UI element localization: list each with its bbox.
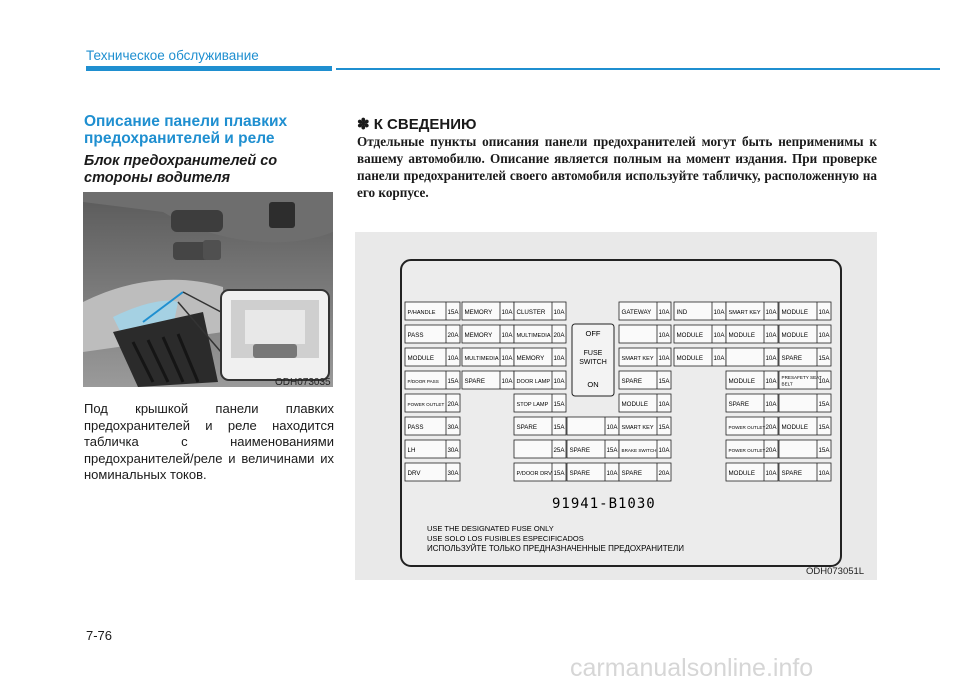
fuse-name: CLUSTER	[516, 309, 546, 316]
fuse-name: MULTIMEDIA	[464, 356, 499, 362]
fuse-cell	[514, 325, 566, 343]
fuse-amp: 10A	[553, 355, 565, 362]
fuse-amp: 10A	[658, 332, 670, 339]
fuse-cell	[726, 348, 778, 366]
fuse-name: MODULE	[781, 424, 808, 431]
fuse-amp: 10A	[765, 470, 777, 477]
fuse-amp: 15A	[818, 447, 830, 454]
fuse-amp: 10A	[818, 378, 830, 385]
fuse-name: SPARE	[621, 470, 643, 477]
fuse-cell	[514, 463, 566, 481]
fuse-name: POWER OUTLET	[728, 425, 766, 430]
fuse-cell	[726, 440, 778, 458]
fuse-name: MODULE	[781, 332, 808, 339]
fuse-cell	[779, 440, 831, 458]
fuse-name: SPARE	[621, 378, 643, 385]
fuse-cell	[514, 417, 566, 435]
fuse-amp: 15A	[447, 378, 459, 385]
fuse-name: MEMORY	[516, 355, 545, 362]
switch-fuse-label: FUSE	[583, 350, 603, 357]
fuse-name: LH	[407, 447, 416, 454]
fuse-cell	[674, 325, 726, 343]
note-title: ✽ К СВЕДЕНИЮ	[357, 116, 477, 133]
fuse-name: SPARE	[781, 470, 803, 477]
fuse-amp: 15A	[553, 401, 565, 408]
fuse-amp: 10A	[501, 355, 513, 362]
fuse-cell	[726, 394, 778, 412]
fuse-cell	[619, 325, 671, 343]
fuse-amp: 10A	[818, 470, 830, 477]
fuse-amp: 10A	[501, 332, 513, 339]
fuse-name: SPARE	[516, 424, 538, 431]
fuse-cell	[779, 371, 831, 389]
fuse-name: MODULE	[407, 355, 434, 362]
page-subheading: Блок предохранителей со стороны водителя	[84, 153, 278, 186]
fuse-cell	[779, 417, 831, 435]
fuse-amp: 30A	[447, 424, 459, 431]
fuse-amp: 15A	[606, 447, 618, 454]
fuse-amp: 30A	[447, 470, 459, 477]
warning-en: USE THE DESIGNATED FUSE ONLY	[427, 524, 554, 533]
fuse-name: MODULE	[728, 378, 755, 385]
fuse-amp: 25A	[553, 447, 565, 454]
fuse-name: SPARE	[464, 378, 486, 385]
fuse-cell	[619, 394, 671, 412]
fuse-name: BELT	[781, 381, 793, 387]
fuse-cell	[462, 325, 514, 343]
fuse-name: P/DOOR DRV	[516, 471, 552, 477]
switch-switch-label: SWITCH	[579, 359, 607, 366]
fuse-amp: 10A	[713, 355, 725, 362]
fuse-cell	[726, 417, 778, 435]
fuse-name: P/HANDLE	[407, 310, 436, 316]
fuse-amp: 20A	[765, 447, 777, 454]
fuse-name: MODULE	[621, 401, 648, 408]
warning-es: USE SOLO LOS FUSIBLES ESPECIFICADOS	[427, 534, 584, 543]
fuse-name: STOP LAMP	[516, 402, 549, 408]
page-heading: Описание панели плавких предохранителей и реле	[84, 113, 288, 147]
fuse-cell	[405, 302, 460, 320]
fuse-name: MULTIMEDIA	[516, 333, 551, 339]
fuse-amp: 10A	[658, 401, 670, 408]
fuse-cell	[462, 302, 514, 320]
fuse-cell	[567, 417, 619, 435]
fuse-amp: 10A	[818, 309, 830, 316]
fuse-name: SPARE	[569, 447, 591, 454]
fuse-amp: 10A	[553, 378, 565, 385]
fuse-amp: 10A	[447, 355, 459, 362]
fuse-cell	[779, 348, 831, 366]
section-header: Техническое обслуживание	[86, 48, 259, 63]
fuse-cell	[726, 371, 778, 389]
fuse-cell	[405, 348, 460, 366]
fuse-amp: 15A	[658, 378, 670, 385]
fuse-cell	[674, 348, 726, 366]
diagram-code: ODH073051L	[806, 566, 865, 577]
switch-on-label: ON	[587, 380, 599, 389]
fuse-amp: 10A	[606, 470, 618, 477]
warning-ru: ИСПОЛЬЗУЙТЕ ТОЛЬКО ПРЕДНАЗНАЧЕННЫЕ ПРЕДОХРАНИТЕЛИ	[427, 544, 684, 553]
fuse-cell	[405, 440, 460, 458]
fuse-amp: 15A	[447, 309, 459, 316]
fuse-cell	[674, 302, 726, 320]
fuse-amp: 10A	[606, 424, 618, 431]
fuse-cell	[619, 302, 671, 320]
fuse-amp: 20A	[447, 332, 459, 339]
fuse-cell	[462, 348, 514, 366]
fuse-name: PASS	[407, 424, 424, 431]
fuse-cell	[405, 325, 460, 343]
fuse-name: MODULE	[728, 470, 755, 477]
fuse-switch	[572, 324, 614, 396]
fuse-amp: 15A	[658, 424, 670, 431]
fuse-cell	[567, 463, 619, 481]
fuse-cell	[726, 463, 778, 481]
fuse-amp: 10A	[818, 332, 830, 339]
watermark: carmanualsonline.info	[570, 654, 814, 682]
fuse-amp: 10A	[765, 332, 777, 339]
fuse-amp: 15A	[553, 424, 565, 431]
fuse-cell	[514, 348, 566, 366]
fuse-cell	[779, 463, 831, 481]
fuse-amp: 10A	[501, 309, 513, 316]
fuse-name: SMART KEY	[621, 356, 654, 362]
switch-off-label: OFF	[585, 329, 601, 338]
fuse-cell	[405, 394, 460, 412]
fuse-cell	[619, 371, 671, 389]
fuse-cell	[462, 371, 514, 389]
fuse-name: DOOR LAMP	[516, 379, 551, 385]
fuse-cell	[514, 302, 566, 320]
fuse-name: PASS	[407, 332, 424, 339]
fuse-name: P/DOOR PASS	[407, 379, 439, 384]
fuse-amp: 20A	[658, 470, 670, 477]
fuse-amp: 10A	[501, 378, 513, 385]
fuse-amp: 15A	[818, 355, 830, 362]
fuse-name: MODULE	[676, 332, 703, 339]
part-number: 91941-B1030	[552, 496, 656, 512]
fuse-cell	[726, 302, 778, 320]
fuse-cell	[779, 302, 831, 320]
fuse-name: PRESAFETY SEAT	[781, 375, 822, 380]
fuse-cell	[619, 348, 671, 366]
fuse-name: MODULE	[728, 332, 755, 339]
fuse-name: MEMORY	[464, 332, 493, 339]
fuse-name: POWER OUTLET	[728, 448, 766, 453]
fuse-name: MEMORY	[464, 309, 493, 316]
fuse-name: SMART KEY	[728, 310, 761, 316]
fuse-cell	[405, 463, 460, 481]
fuse-amp: 10A	[658, 447, 670, 454]
fuse-cell	[619, 417, 671, 435]
fuse-cell	[405, 371, 460, 389]
fuse-name: SMART KEY	[621, 425, 654, 431]
header-rule	[336, 68, 940, 70]
fuse-name: SPARE	[728, 401, 750, 408]
fuse-name: SPARE	[781, 355, 803, 362]
fuse-amp: 10A	[765, 378, 777, 385]
fuse-amp: 15A	[553, 470, 565, 477]
fuse-name: MODULE	[676, 355, 703, 362]
fuse-cell	[405, 417, 460, 435]
fuse-cell	[726, 325, 778, 343]
fuse-cell	[514, 394, 566, 412]
fuse-amp: 20A	[765, 424, 777, 431]
fuse-amp: 15A	[818, 424, 830, 431]
body-text: Под крышкой панели плавких предохранителей и реле находится табличка с наименованиями предохранителей/реле и величинами их номинальных токов.	[84, 401, 334, 482]
header-rule-accent	[86, 66, 332, 71]
fuse-name: SPARE	[569, 470, 591, 477]
fuse-amp: 10A	[658, 309, 670, 316]
fuse-cell	[779, 394, 831, 412]
photo-code: ODH073035	[275, 377, 331, 388]
fuse-cell	[567, 440, 619, 458]
fuse-amp: 10A	[713, 332, 725, 339]
fuse-name: BRAKE SWITCH	[621, 448, 657, 453]
note-text: Отдельные пункты описания панели предохранителей могут быть неприменимы к вашему автомобилю. Описание является полным на момент издания. При проверке панели предохранителей своего автомобиля используйте табличку, расположенную на его корпусе.	[357, 134, 877, 200]
fuse-label-diagram	[355, 232, 877, 580]
fuse-name: MODULE	[781, 309, 808, 316]
fuse-amp: 10A	[553, 309, 565, 316]
fuse-panel-photo	[83, 192, 333, 387]
fuse-cell	[514, 440, 566, 458]
fuse-amp: 30A	[447, 447, 459, 454]
fuse-amp: 15A	[818, 401, 830, 408]
fuse-amp: 20A	[553, 332, 565, 339]
fuse-amp: 10A	[765, 401, 777, 408]
fuse-name: DRV	[407, 470, 421, 477]
fuse-cell	[619, 440, 671, 458]
fuse-cell	[779, 325, 831, 343]
fuse-name: GATEWAY	[621, 309, 652, 316]
fuse-name: POWER OUTLET	[407, 402, 445, 407]
fuse-cell	[514, 371, 566, 389]
fuse-amp: 10A	[658, 355, 670, 362]
fuse-amp: 10A	[713, 309, 725, 316]
page-number: 7-76	[86, 628, 113, 643]
fuse-cell	[619, 463, 671, 481]
fuse-amp: 10A	[765, 309, 777, 316]
fuse-name: IND	[676, 309, 688, 316]
fuse-amp: 20A	[447, 401, 459, 408]
fuse-amp: 10A	[765, 355, 777, 362]
